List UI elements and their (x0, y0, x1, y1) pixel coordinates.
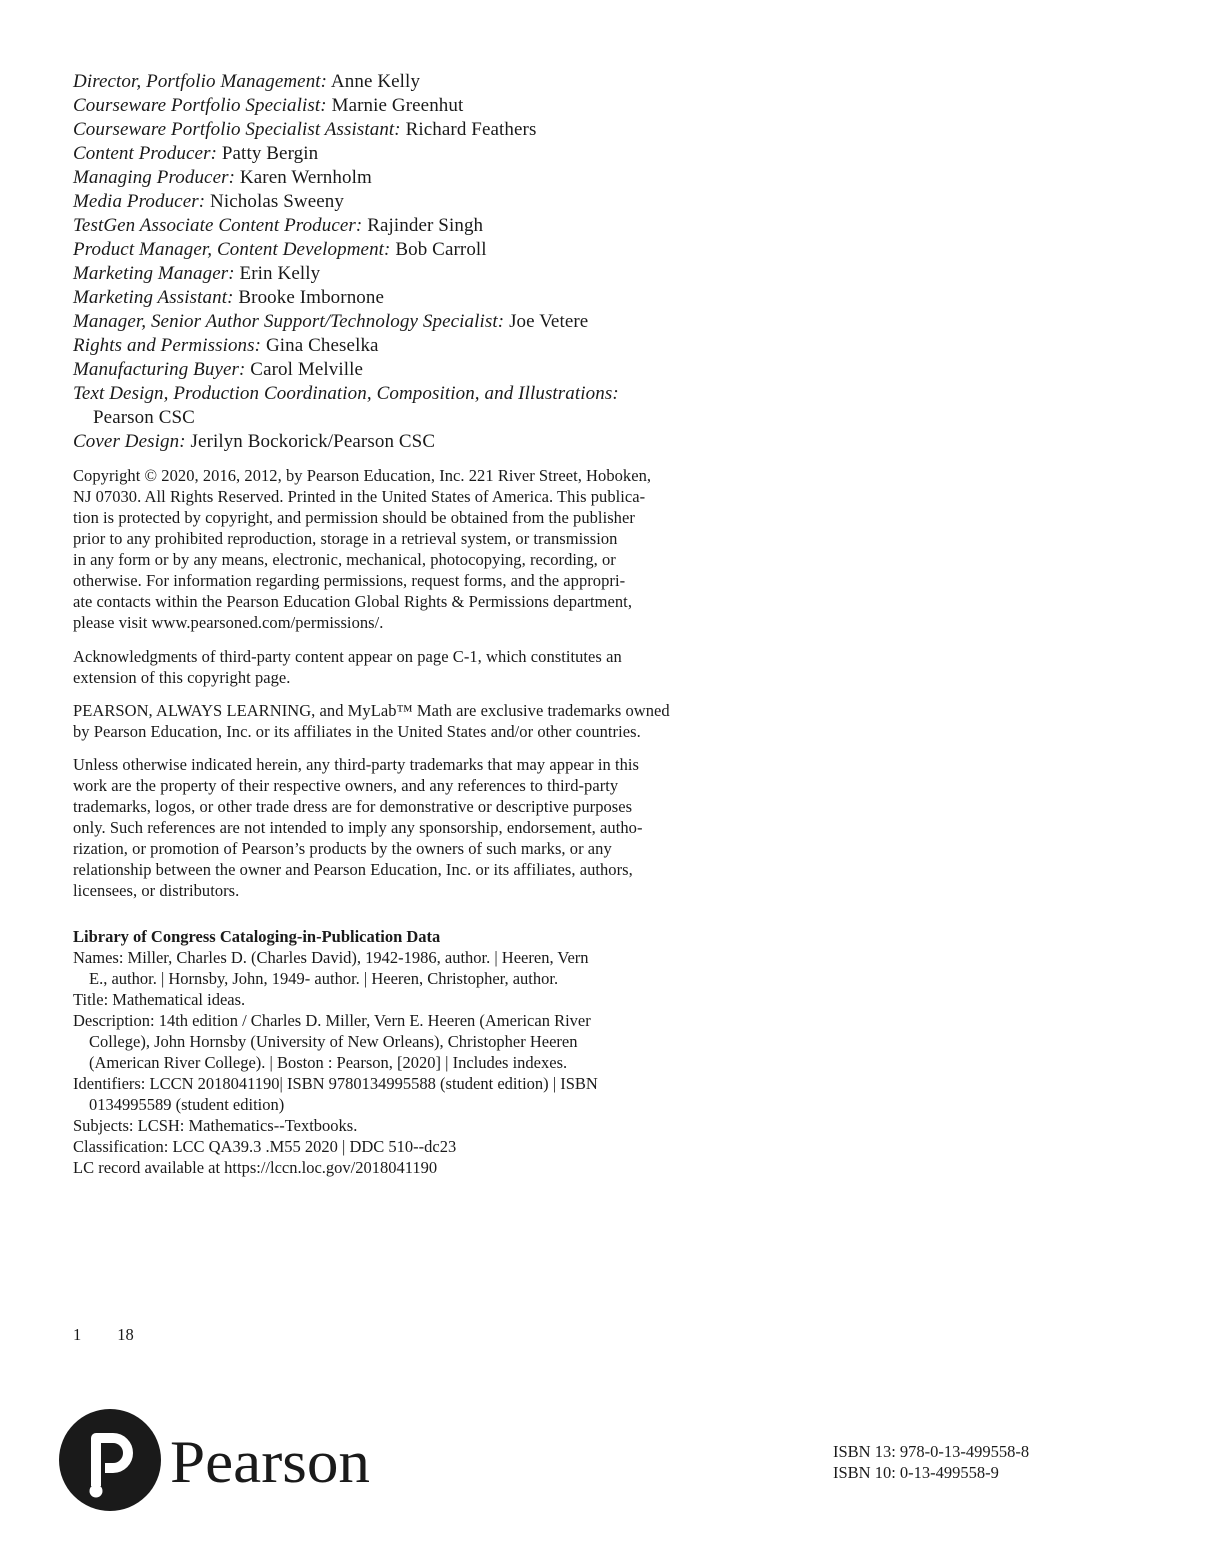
cataloging-line: Description: 14th edition / Charles D. Miller, Vern E. Heeren (American River (73, 1011, 591, 1030)
credit-line (73, 334, 773, 358)
credit-line (73, 382, 773, 430)
pearson-p-icon (59, 1409, 161, 1511)
cataloging-line: Identifiers: LCCN 2018041190| ISBN 9780134995588 (student edition) | ISBN (73, 1074, 598, 1093)
credits-block (73, 70, 773, 454)
third-party-trademark-notice (73, 754, 763, 901)
text-line: prior to any prohibited reproduction, storage in a retrieval system, or transmission (73, 529, 618, 548)
text-line: please visit www.pearsoned.com/permissions/. (73, 613, 384, 632)
credit-name: Marnie Greenhut (331, 95, 464, 116)
credit-line (73, 430, 773, 454)
text-line: ate contacts within the Pearson Education Global Rights & Permissions department, (73, 592, 632, 611)
credit-role: Marketing Assistant: (73, 287, 234, 308)
credit-name: Pearson CSC (93, 407, 195, 428)
credit-line (73, 286, 773, 310)
print-line (73, 1324, 134, 1345)
credit-name: Patty Bergin (221, 143, 319, 164)
cataloging-line: College), John Hornsby (University of New Orleans), Christopher Heeren (89, 1032, 578, 1051)
cataloging-line: E., author. | Hornsby, John, 1949- author. | Heeren, Christopher, author. (89, 969, 559, 988)
credit-name: Erin Kelly (239, 263, 321, 284)
text-line: only. Such references are not intended to imply any sponsorship, endorsement, autho- (73, 818, 643, 837)
cataloging-line: LC record available at https://lccn.loc.gov/2018041190 (73, 1158, 438, 1177)
text-line: licensees, or distributors. (73, 881, 240, 900)
text-line: otherwise. For information regarding permissions, request forms, and the appropri- (73, 571, 626, 590)
credit-line (73, 310, 773, 334)
credit-line (73, 142, 773, 166)
credit-name: Jerilyn Bockorick/Pearson CSC (190, 431, 436, 452)
credit-name: Nicholas Sweeny (210, 191, 344, 212)
credit-role: Manufacturing Buyer: (73, 359, 246, 380)
credit-role: TestGen Associate Content Producer: (73, 215, 363, 236)
credit-name: Anne Kelly (330, 71, 421, 92)
isbn-10: ISBN 10: 0-13-499558-9 (833, 1463, 999, 1482)
text-line: work are the property of their respective owners, and any references to third-party (73, 776, 619, 795)
credit-name: Carol Melville (250, 359, 364, 380)
cataloging-data (73, 926, 773, 1178)
cataloging-line: (American River College). | Boston : Pearson, [2020] | Includes indexes. (89, 1053, 568, 1072)
trademark-notice (73, 700, 763, 742)
credit-role: Cover Design: (73, 431, 186, 452)
credit-role: Managing Producer: (73, 167, 236, 188)
credit-role: Rights and Permissions: (73, 335, 262, 356)
credit-name: Brooke Imbornone (238, 287, 385, 308)
credit-line (73, 238, 773, 262)
credit-role: Marketing Manager: (73, 263, 235, 284)
pearson-logo (58, 1408, 388, 1512)
cataloging-heading: Library of Congress Cataloging-in-Publication Data (73, 927, 441, 946)
text-line: NJ 07030. All Rights Reserved. Printed in the United States of America. This publica- (73, 487, 646, 506)
credit-line (73, 166, 773, 190)
copyright-notice (73, 465, 763, 633)
credit-role: Manager, Senior Author Support/Technology Specialist: (73, 311, 505, 332)
cataloging-line: Names: Miller, Charles D. (Charles David), 1942-1986, author. | Heeren, Vern (73, 948, 589, 967)
isbn-13: ISBN 13: 978-0-13-499558-8 (833, 1442, 1030, 1461)
credit-line (73, 262, 773, 286)
text-line: PEARSON, ALWAYS LEARNING, and MyLab™ Math are exclusive trademarks owned (73, 701, 670, 720)
credit-line (73, 214, 773, 238)
credit-name: Karen Wernholm (239, 167, 372, 188)
text-line: by Pearson Education, Inc. or its affiliates in the United States and/or other countries. (73, 722, 641, 741)
print-line-second: 18 (117, 1325, 134, 1344)
credit-name: Joe Vetere (509, 311, 589, 332)
text-line: Copyright © 2020, 2016, 2012, by Pearson Education, Inc. 221 River Street, Hoboken, (73, 466, 652, 485)
credit-name: Richard Feathers (405, 119, 537, 140)
text-line: relationship between the owner and Pearson Education, Inc. or its affiliates, authors, (73, 860, 633, 879)
credit-line (73, 94, 773, 118)
text-line: in any form or by any means, electronic, mechanical, photocopying, recording, or (73, 550, 616, 569)
pearson-wordmark: Pearson (170, 1429, 370, 1495)
credit-role: Courseware Portfolio Specialist: (73, 95, 327, 116)
text-line: Acknowledgments of third-party content appear on page C-1, which constitutes an (73, 647, 622, 666)
text-line: tion is protected by copyright, and permission should be obtained from the publisher (73, 508, 635, 527)
credit-role: Product Manager, Content Development: (73, 239, 391, 260)
isbn-block (833, 1441, 1029, 1483)
credit-name: Rajinder Singh (367, 215, 484, 236)
cataloging-line: Classification: LCC QA39.3 .M55 2020 | DDC 510--dc23 (73, 1137, 457, 1156)
text-line: rization, or promotion of Pearson’s products by the owners of such marks, or any (73, 839, 612, 858)
credit-role: Media Producer: (73, 191, 206, 212)
credit-name: Bob Carroll (395, 239, 487, 260)
cataloging-line: 0134995589 (student edition) (89, 1095, 285, 1114)
credit-role: Director, Portfolio Management: (73, 71, 328, 92)
credit-role: Content Producer: (73, 143, 217, 164)
print-line-first: 1 (73, 1325, 82, 1344)
credit-line (73, 358, 773, 382)
cataloging-line: Subjects: LCSH: Mathematics--Textbooks. (73, 1116, 358, 1135)
text-line: extension of this copyright page. (73, 668, 291, 687)
acknowledgments-notice (73, 646, 763, 688)
credit-name: Gina Cheselka (265, 335, 379, 356)
credit-line (73, 190, 773, 214)
credit-line (73, 118, 773, 142)
text-line: trademarks, logos, or other trade dress are for demonstrative or descriptive purposes (73, 797, 633, 816)
credit-role: Text Design, Production Coordination, Composition, and Illustrations: (73, 383, 619, 404)
text-line: Unless otherwise indicated herein, any third-party trademarks that may appear in this (73, 755, 639, 774)
credit-line (73, 70, 773, 94)
credit-role: Courseware Portfolio Specialist Assistant: (73, 119, 401, 140)
cataloging-line: Title: Mathematical ideas. (73, 990, 246, 1009)
